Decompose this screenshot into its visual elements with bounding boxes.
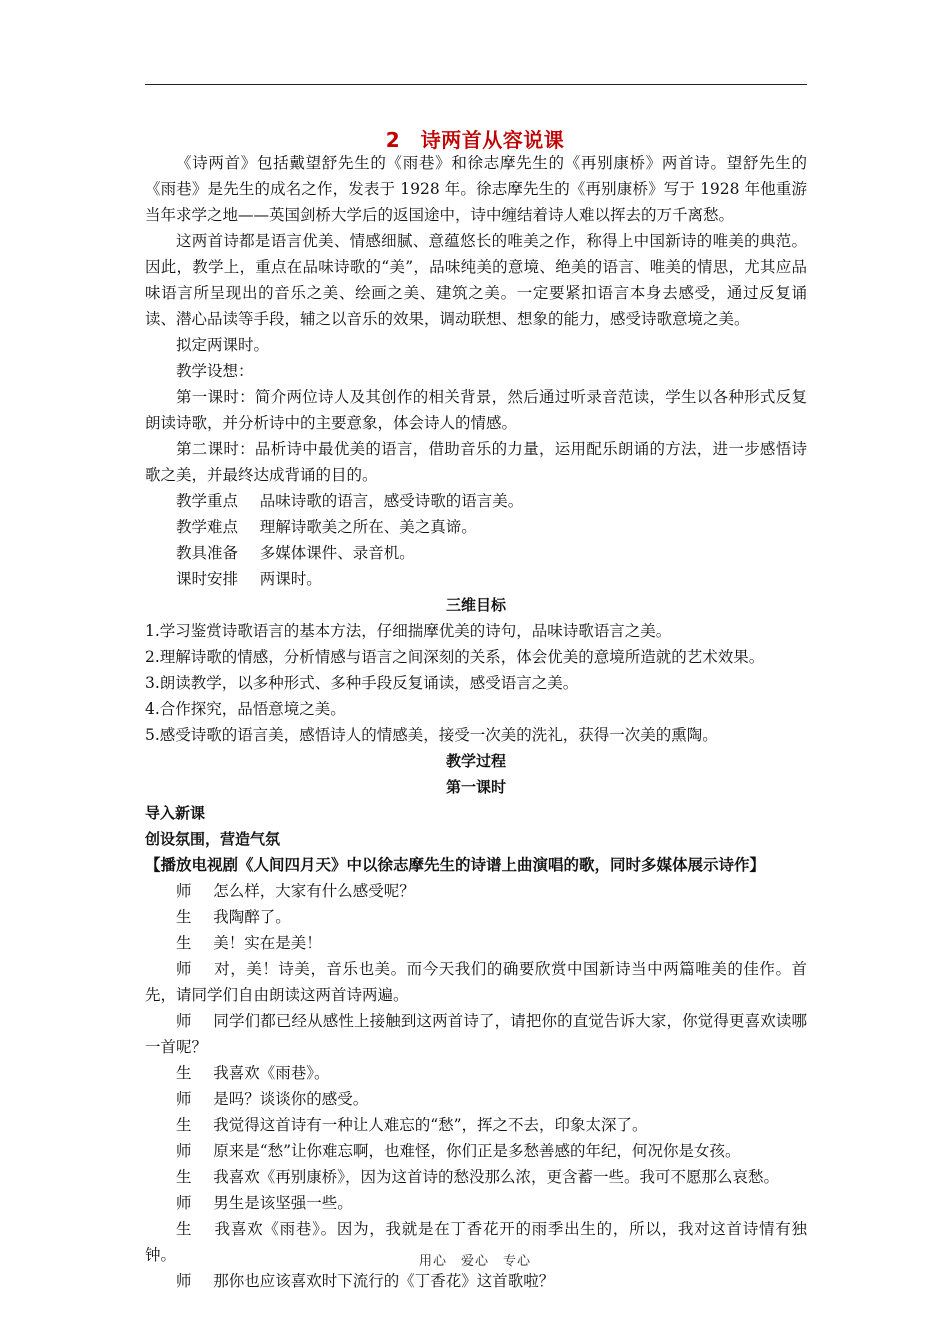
dialogue-line	[145, 1008, 807, 1060]
goal-item: 5.感受诗歌的语言美，感悟诗人的情感美，接受一次美的洗礼，获得一次美的熏陶。	[145, 726, 718, 744]
speaker: 生	[176, 1168, 192, 1186]
page-footer: 用心 爱心 专心	[418, 1254, 531, 1269]
utterance: 我喜欢《再别康桥》，因为这首诗的愁没那么浓，更含蓄一些。我可不愿那么哀愁。	[213, 1168, 779, 1186]
dialogue-line	[145, 878, 807, 904]
speaker: 师	[176, 1194, 192, 1212]
stage-direction: 【播放电视剧《人间四月天》中以徐志摩先生的诗谱上曲演唱的歌，同时多媒体展示诗作】	[145, 855, 766, 874]
utterance: 美！实在是美！	[213, 934, 322, 952]
info-line	[145, 514, 807, 540]
utterance: 我陶醉了。	[213, 908, 291, 926]
info-label: 教具准备	[176, 544, 239, 562]
speaker: 师	[176, 960, 193, 978]
dialogue-line	[145, 1268, 807, 1294]
utterance: 怎么样，大家有什么感受呢？	[213, 882, 415, 900]
utterance: 是吗？谈谈你的感受。	[213, 1090, 369, 1108]
speaker: 师	[176, 882, 192, 900]
utterance: 我觉得这首诗有一种让人难忘的“愁”，挥之不去，印象太深了。	[213, 1116, 648, 1134]
info-label: 教学难点	[176, 518, 239, 536]
intro-paragraph: 第二课时：品析诗中最优美的语言，借助音乐的力量，运用配乐朗诵的方法，进一步感悟诗歌之美，并最终达成背诵的目的。	[145, 440, 807, 484]
header-rule	[145, 84, 807, 85]
lesson-heading: 第一课时	[445, 778, 506, 796]
process-heading: 教学过程	[445, 752, 506, 770]
dialogue-line	[145, 930, 807, 956]
dialogue-line	[145, 1138, 807, 1164]
intro-paragraph: 教学设想：	[176, 362, 254, 380]
dialogue-line	[145, 1190, 807, 1216]
dialogue-line	[145, 956, 807, 1008]
goal-item: 1.学习鉴赏诗歌语言的基本方法，仔细揣摩优美的诗句，品味诗歌语言之美。	[145, 622, 672, 640]
intro-paragraph: 第一课时：简介两位诗人及其创作的相关背景，然后通过听录音范读，学生以各种形式反复朗读诗歌，并分析诗中的主要意象，体会诗人的情感。	[145, 388, 807, 432]
goal-item: 2.理解诗歌的情感，分析情感与语言之间深刻的关系，体会优美的意境所造就的艺术效果。	[145, 648, 765, 666]
info-label: 教学重点	[176, 492, 239, 510]
info-value: 多媒体课件、录音机。	[259, 544, 415, 562]
utterance: 我喜欢《雨巷》。	[213, 1064, 330, 1082]
utterance: 对，美！诗美，音乐也美。而今天我们的确要欣赏中国新诗当中两篇唯美的佳作。首先，请同学们自由朗读这两首诗两遍。	[145, 960, 807, 1004]
page-title: 2 诗两首从容说课	[385, 128, 565, 152]
goals-heading: 三维目标	[445, 596, 506, 614]
utterance: 原来是“愁”让你难忘啊，也难怪，你们正是多愁善感的年纪，何况你是女孩。	[213, 1142, 741, 1160]
utterance: 同学们都已经从感性上接触到这两首诗了，请把你的直觉告诉大家，你觉得更喜欢读哪一首呢？	[145, 1012, 807, 1056]
utterance: 那你也应该喜欢时下流行的《丁香花》这首歌啦？	[213, 1272, 555, 1290]
speaker: 生	[176, 1064, 192, 1082]
dialogue-line	[145, 1112, 807, 1138]
speaker: 师	[176, 1090, 192, 1108]
info-line	[145, 566, 807, 592]
info-line	[145, 488, 807, 514]
intro-paragraph: 拟定两课时。	[176, 336, 270, 354]
dialogue-line	[145, 1164, 807, 1190]
speaker: 师	[176, 1272, 192, 1290]
speaker: 生	[176, 1116, 192, 1134]
dialogue-line	[145, 904, 807, 930]
utterance: 男生是该坚强一些。	[213, 1194, 353, 1212]
info-value: 理解诗歌美之所在、美之真谛。	[259, 518, 477, 536]
speaker: 师	[176, 1142, 192, 1160]
info-line	[145, 540, 807, 566]
goal-item: 4.合作探究，品悟意境之美。	[145, 700, 346, 718]
speaker: 生	[176, 908, 192, 926]
speaker: 师	[176, 1012, 192, 1030]
document-body	[145, 150, 807, 1294]
section-heading: 导入新课	[145, 804, 206, 822]
info-value: 品味诗歌的语言，感受诗歌的语言美。	[259, 492, 524, 510]
section-heading: 创设氛围，营造气氛	[145, 830, 281, 848]
speaker: 生	[176, 934, 192, 952]
intro-paragraph: 这两首诗都是语言优美、情感细腻、意蕴悠长的唯美之作，称得上中国新诗的唯美的典范。因此，教学上，重点在品味诗歌的“美”，品味纯美的意境、绝美的语言、唯美的情思，尤其应品味语言所呈现出的音乐之美、绘画之美、建筑之美。一定要紧扣语言本身去感受，通过反复诵读、潜心品读等手段，辅之以音乐的效果，调动联想、想象的能力，感受诗歌意境之美。	[145, 232, 807, 328]
info-value: 两课时。	[259, 570, 322, 588]
intro-paragraph: 《诗两首》包括戴望舒先生的《雨巷》和徐志摩先生的《再别康桥》两首诗。望舒先生的《雨巷》是先生的成名之作，发表于 1928 年。徐志摩先生的《再别康桥》写于 1928 年他重游当年求学之地——英国剑桥大学后的返国途中，诗中缠结着诗人难以挥去的万千离愁。	[145, 154, 807, 224]
dialogue-line	[145, 1086, 807, 1112]
goal-item: 3.朗读教学，以多种形式、多种手段反复诵读，感受语言之美。	[145, 674, 579, 692]
dialogue-line	[145, 1060, 807, 1086]
speaker: 生	[176, 1220, 193, 1238]
utterance: 我喜欢《雨巷》。因为，我就是在丁香花开的雨季出生的，所以，我对这首诗情有独钟。	[145, 1220, 807, 1264]
info-label: 课时安排	[176, 570, 239, 588]
